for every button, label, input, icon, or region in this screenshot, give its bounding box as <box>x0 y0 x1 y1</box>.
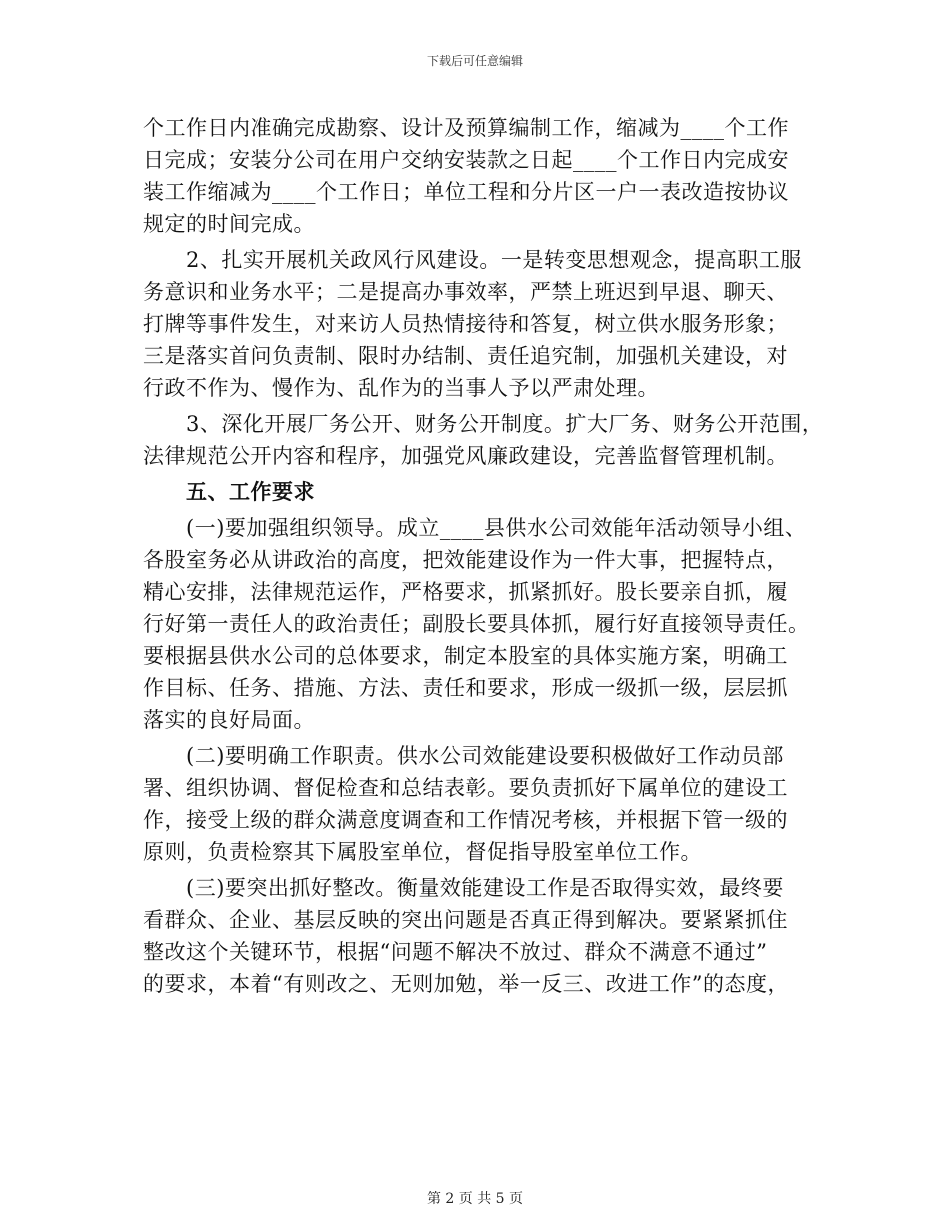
paragraph-line: 的要求，本着“有则改之、无则加勉，举一反三、改进工作”的态度， <box>143 972 789 996</box>
paragraph-line: 法律规范公开内容和程序，加强党风廉政建设，完善监督管理机制。 <box>143 444 788 468</box>
paragraph-line: (三)要突出抓好整改。衡量效能建设工作是否取得实效，最终要 <box>186 876 784 900</box>
page-number: 第 2 页 共 5 页 <box>426 1191 524 1207</box>
document-body <box>143 112 824 1000</box>
paragraph-line: 原则，负责检察其下属股室单位，督促指导股室单位工作。 <box>143 840 702 864</box>
page-header: 下载后可任意编辑 <box>426 54 523 68</box>
paragraph-line: 行政不作为、慢作为、乱作为的当事人予以严肃处理。 <box>143 376 659 400</box>
paragraph-line: 务意识和业务水平；二是提高办事效率，严禁上班迟到早退、聊天、 <box>143 280 788 304</box>
paragraph-line: 署、组织协调、督促检查和总结表彰。要负责抓好下属单位的建设工 <box>143 776 788 800</box>
paragraph-line: 精心安排，法律规范运作，严格要求，抓紧抓好。股长要亲自抓，履 <box>143 580 788 604</box>
paragraph-line: 要根据县供水公司的总体要求，制定本股室的具体实施方案，明确工 <box>143 644 788 668</box>
section-heading: 五、工作要求 <box>186 479 315 504</box>
paragraph-line: 3、深化开展厂务公开、财务公开制度。扩大厂务、财务公开范围， <box>186 412 824 436</box>
paragraph-line: (二)要明确工作职责。供水公司效能建设要积极做好工作动员部 <box>186 744 784 768</box>
paragraph-line: 行好第一责任人的政治责任；副股长要具体抓，履行好直接领导责任。 <box>143 612 810 636</box>
paragraph-line: 落实的良好局面。 <box>143 708 315 732</box>
paragraph-line: 各股室务必从讲政治的高度，把效能建设作为一件大事，把握特点， <box>143 548 788 572</box>
paragraph-line: (一)要加强组织领导。成立____县供水公司效能年活动领导小组、 <box>186 516 807 540</box>
paragraph-line: 作目标、任务、措施、方法、责任和要求，形成一级抓一级，层层抓 <box>143 676 788 700</box>
paragraph-line: 日完成；安装分公司在用户交纳安装款之日起____个工作日内完成安 <box>143 148 789 172</box>
paragraph-line: 装工作缩减为____个工作日；单位工程和分片区一户一表改造按协议 <box>143 180 789 204</box>
paragraph-line: 整改这个关键环节，根据“问题不解决不放过、群众不满意不通过” <box>143 940 768 964</box>
paragraph-line: 个工作日内准确完成勘察、设计及预算编制工作，缩减为____个工作 <box>143 116 789 140</box>
paragraph-line: 看群众、企业、基层反映的突出问题是否真正得到解决。要紧紧抓住 <box>143 908 788 932</box>
paragraph-line: 三是落实首问负责制、限时办结制、责任追究制，加强机关建设，对 <box>143 344 788 368</box>
paragraph-line: 2、扎实开展机关政风行风建设。一是转变思想观念，提高职工服 <box>186 248 802 272</box>
paragraph-line: 规定的时间完成。 <box>143 212 315 236</box>
paragraph-line: 作，接受上级的群众满意度调查和工作情况考核，并根据下管一级的 <box>143 808 788 832</box>
paragraph-line: 打牌等事件发生，对来访人员热情接待和答复，树立供水服务形象； <box>143 312 788 336</box>
